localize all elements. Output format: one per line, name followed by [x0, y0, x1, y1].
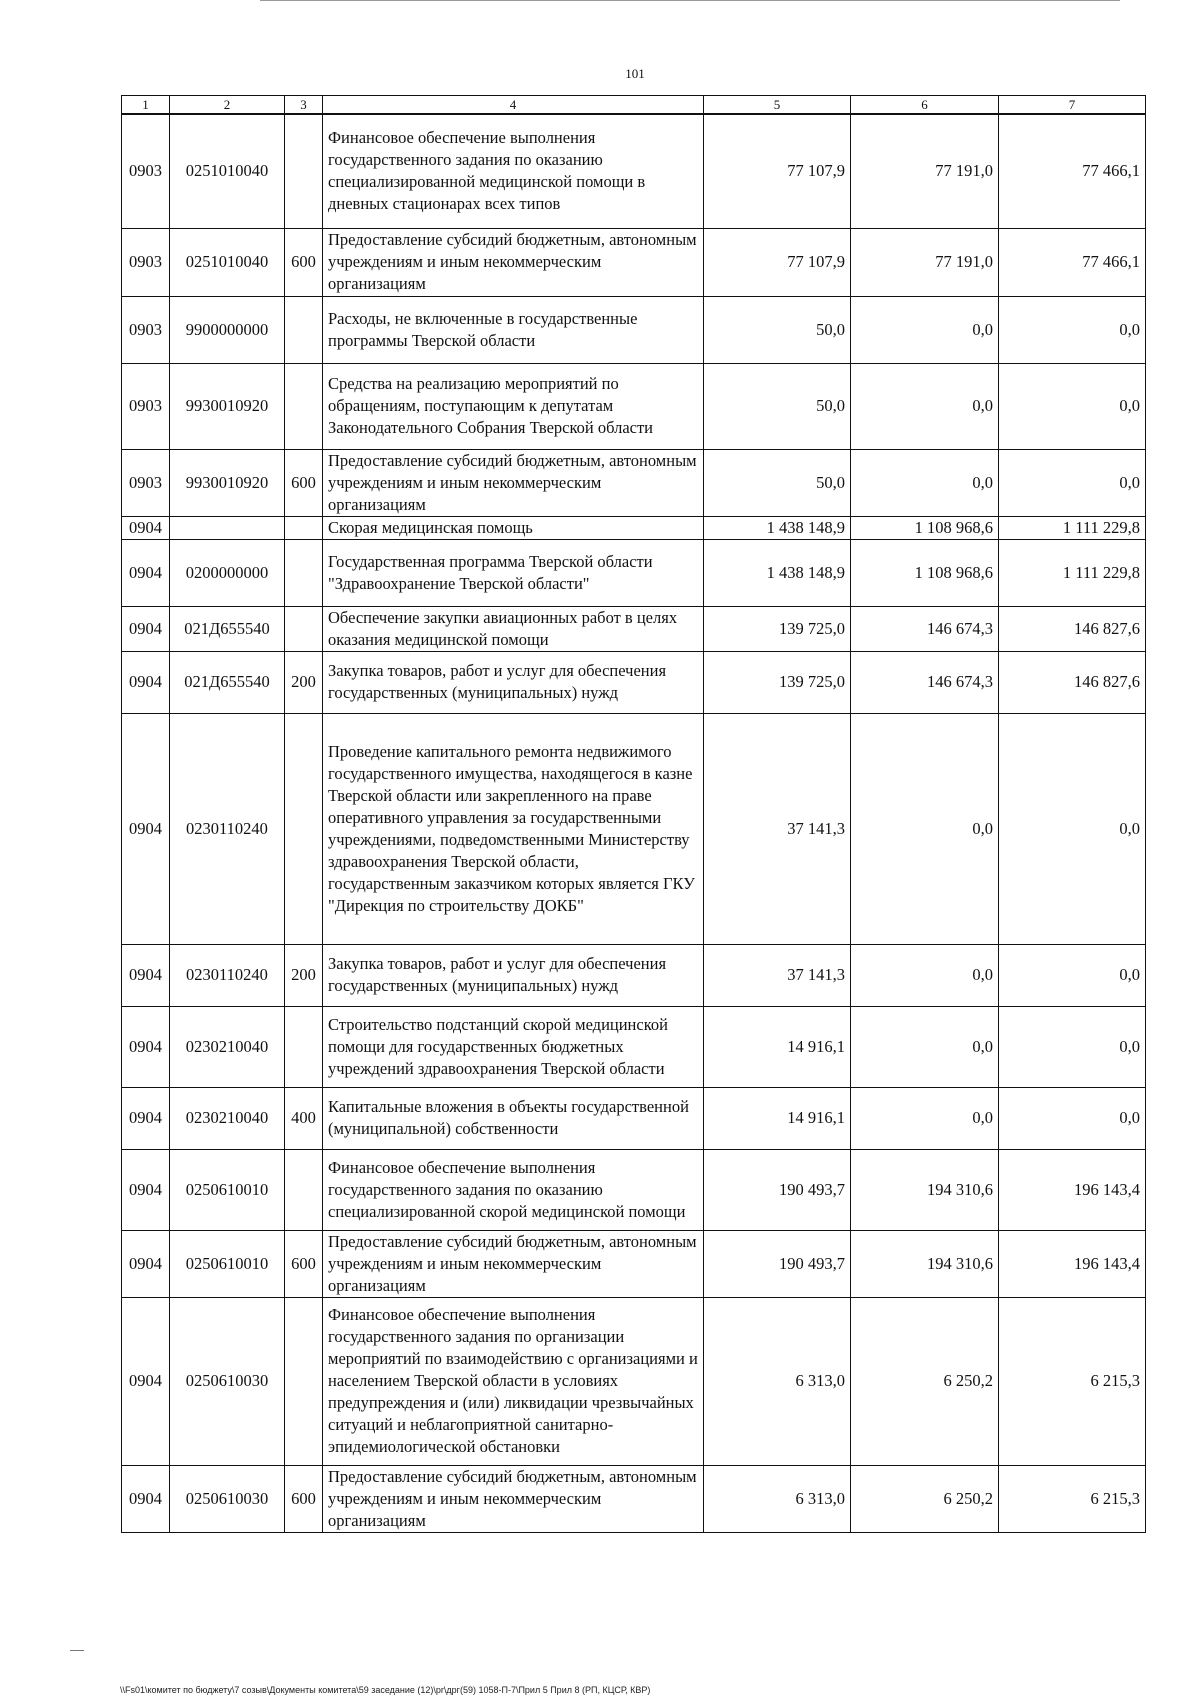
header-row	[122, 96, 1146, 115]
section-code-cell: 0904	[122, 1087, 170, 1149]
amount-col7-cell: 0,0	[999, 944, 1146, 1006]
margin-mark	[70, 1650, 84, 1651]
amount-col5-cell: 1 438 148,9	[704, 539, 851, 606]
amount-col6-cell: 6 250,2	[851, 1297, 999, 1465]
amount-col7-cell: 6 215,3	[999, 1465, 1146, 1532]
header-cell: 1	[122, 96, 170, 115]
header-cell: 7	[999, 96, 1146, 115]
target-article-cell: 0250610030	[170, 1465, 285, 1532]
description-cell: Финансовое обеспечение выполнения государственного задания по оказанию специализированной скорой медицинской помощи	[323, 1149, 704, 1230]
amount-col7-cell: 6 215,3	[999, 1297, 1146, 1465]
table-row	[122, 449, 1146, 516]
amount-col7-cell: 0,0	[999, 449, 1146, 516]
target-article-cell: 9930010920	[170, 449, 285, 516]
amount-col6-cell: 0,0	[851, 449, 999, 516]
table-row	[122, 516, 1146, 539]
expense-type-cell: 400	[285, 1087, 323, 1149]
section-code-cell: 0904	[122, 1006, 170, 1087]
amount-col7-cell: 77 466,1	[999, 228, 1146, 296]
amount-col7-cell: 196 143,4	[999, 1149, 1146, 1230]
amount-col5-cell: 139 725,0	[704, 651, 851, 713]
expense-type-cell	[285, 363, 323, 449]
amount-col6-cell: 146 674,3	[851, 651, 999, 713]
amount-col6-cell: 0,0	[851, 944, 999, 1006]
target-article-cell: 9930010920	[170, 363, 285, 449]
expense-type-cell	[285, 114, 323, 228]
section-code-cell: 0904	[122, 606, 170, 651]
expense-type-cell: 600	[285, 449, 323, 516]
description-cell: Расходы, не включенные в государственные программы Тверской области	[323, 296, 704, 363]
amount-col6-cell: 146 674,3	[851, 606, 999, 651]
amount-col6-cell: 77 191,0	[851, 228, 999, 296]
table-row	[122, 296, 1146, 363]
description-cell: Проведение капитального ремонта недвижимого государственного имущества, находящегося в казне Тверской области или закрепленного на праве оперативного управления за государственными учреждениями, подведомственными Министерству здравоохранения Тверской области, государственным заказчиком которых является ГКУ "Дирекция по строительству ДОКБ"	[323, 713, 704, 944]
expense-type-cell	[285, 1006, 323, 1087]
description-cell: Скорая медицинская помощь	[323, 516, 704, 539]
description-cell: Государственная программа Тверской области "Здравоохранение Тверской области"	[323, 539, 704, 606]
amount-col5-cell: 190 493,7	[704, 1149, 851, 1230]
amount-col6-cell: 0,0	[851, 1087, 999, 1149]
table-row	[122, 363, 1146, 449]
expense-type-cell: 200	[285, 651, 323, 713]
table-row	[122, 539, 1146, 606]
amount-col7-cell: 146 827,6	[999, 606, 1146, 651]
amount-col6-cell: 1 108 968,6	[851, 516, 999, 539]
description-cell: Финансовое обеспечение выполнения государственного задания по оказанию специализированной медицинской помощи в дневных стационарах всех типов	[323, 114, 704, 228]
amount-col6-cell: 1 108 968,6	[851, 539, 999, 606]
expense-type-cell: 200	[285, 944, 323, 1006]
amount-col5-cell: 14 916,1	[704, 1006, 851, 1087]
description-cell: Строительство подстанций скорой медицинской помощи для государственных бюджетных учреждений здравоохранения Тверской области	[323, 1006, 704, 1087]
table-row	[122, 1006, 1146, 1087]
amount-col6-cell: 0,0	[851, 713, 999, 944]
section-code-cell: 0903	[122, 296, 170, 363]
section-code-cell: 0904	[122, 944, 170, 1006]
amount-col7-cell: 77 466,1	[999, 114, 1146, 228]
description-cell: Финансовое обеспечение выполнения государственного задания по организации мероприятий по взаимодействию с организациями и населением Тверской области в условиях предупреждения и (или) ликвидации чрезвычайных ситуаций и неблагоприятной санитарно-эпидемиологической обстановки	[323, 1297, 704, 1465]
amount-col7-cell: 0,0	[999, 296, 1146, 363]
description-cell: Закупка товаров, работ и услуг для обеспечения государственных (муниципальных) нужд	[323, 944, 704, 1006]
section-code-cell: 0903	[122, 363, 170, 449]
target-article-cell: 0251010040	[170, 228, 285, 296]
section-code-cell: 0904	[122, 1230, 170, 1297]
amount-col7-cell: 1 111 229,8	[999, 516, 1146, 539]
description-cell: Предоставление субсидий бюджетным, автономным учреждениям и иным некоммерческим организациям	[323, 1465, 704, 1532]
top-rule	[260, 0, 1120, 1]
amount-col5-cell: 50,0	[704, 296, 851, 363]
table-row	[122, 713, 1146, 944]
header-cell: 5	[704, 96, 851, 115]
target-article-cell: 9900000000	[170, 296, 285, 363]
section-code-cell: 0903	[122, 449, 170, 516]
amount-col5-cell: 139 725,0	[704, 606, 851, 651]
target-article-cell	[170, 516, 285, 539]
amount-col5-cell: 37 141,3	[704, 944, 851, 1006]
table-row	[122, 1465, 1146, 1532]
table-row	[122, 944, 1146, 1006]
target-article-cell: 0230110240	[170, 713, 285, 944]
amount-col6-cell: 0,0	[851, 363, 999, 449]
expense-type-cell	[285, 713, 323, 944]
target-article-cell: 0250610030	[170, 1297, 285, 1465]
header-cell: 3	[285, 96, 323, 115]
section-code-cell: 0903	[122, 228, 170, 296]
target-article-cell: 0200000000	[170, 539, 285, 606]
amount-col7-cell: 146 827,6	[999, 651, 1146, 713]
header-cell: 4	[323, 96, 704, 115]
expense-type-cell	[285, 296, 323, 363]
section-code-cell: 0904	[122, 1465, 170, 1532]
section-code-cell: 0904	[122, 516, 170, 539]
header-cell: 2	[170, 96, 285, 115]
table-row	[122, 1149, 1146, 1230]
description-cell: Предоставление субсидий бюджетным, автономным учреждениям и иным некоммерческим организациям	[323, 449, 704, 516]
amount-col5-cell: 50,0	[704, 449, 851, 516]
amount-col6-cell: 6 250,2	[851, 1465, 999, 1532]
amount-col7-cell: 0,0	[999, 713, 1146, 944]
amount-col6-cell: 194 310,6	[851, 1149, 999, 1230]
target-article-cell: 0250610010	[170, 1149, 285, 1230]
table-row	[122, 228, 1146, 296]
section-code-cell: 0904	[122, 1297, 170, 1465]
file-path-footer: \\Fs01\комитет по бюджету\7 созыв\Документы комитета\59 заседание (12)\pr\дрг(59) 1058-П-7\Прил 5 Прил 8 (РП, КЦСР, КВР)	[120, 1685, 651, 1695]
expense-type-cell: 600	[285, 1465, 323, 1532]
amount-col5-cell: 6 313,0	[704, 1297, 851, 1465]
description-cell: Капитальные вложения в объекты государственной (муниципальной) собственности	[323, 1087, 704, 1149]
target-article-cell: 0251010040	[170, 114, 285, 228]
description-cell: Закупка товаров, работ и услуг для обеспечения государственных (муниципальных) нужд	[323, 651, 704, 713]
description-cell: Обеспечение закупки авиационных работ в целях оказания медицинской помощи	[323, 606, 704, 651]
target-article-cell: 021Д655540	[170, 651, 285, 713]
section-code-cell: 0904	[122, 1149, 170, 1230]
target-article-cell: 0230210040	[170, 1006, 285, 1087]
amount-col6-cell: 0,0	[851, 1006, 999, 1087]
amount-col5-cell: 37 141,3	[704, 713, 851, 944]
amount-col5-cell: 77 107,9	[704, 228, 851, 296]
table-row	[122, 114, 1146, 228]
section-code-cell: 0904	[122, 651, 170, 713]
amount-col5-cell: 6 313,0	[704, 1465, 851, 1532]
description-cell: Средства на реализацию мероприятий по обращениям, поступающим к депутатам Законодательного Собрания Тверской области	[323, 363, 704, 449]
amount-col7-cell: 0,0	[999, 1006, 1146, 1087]
section-code-cell: 0903	[122, 114, 170, 228]
amount-col6-cell: 77 191,0	[851, 114, 999, 228]
section-code-cell: 0904	[122, 539, 170, 606]
expense-type-cell	[285, 539, 323, 606]
budget-table	[121, 95, 1146, 1533]
amount-col5-cell: 190 493,7	[704, 1230, 851, 1297]
amount-col7-cell: 0,0	[999, 1087, 1146, 1149]
description-cell: Предоставление субсидий бюджетным, автономным учреждениям и иным некоммерческим организациям	[323, 1230, 704, 1297]
page-number: 101	[625, 66, 645, 81]
table-row	[122, 1087, 1146, 1149]
amount-col7-cell: 1 111 229,8	[999, 539, 1146, 606]
amount-col6-cell: 194 310,6	[851, 1230, 999, 1297]
expense-type-cell	[285, 606, 323, 651]
amount-col7-cell: 196 143,4	[999, 1230, 1146, 1297]
section-code-cell: 0904	[122, 713, 170, 944]
header-cell: 6	[851, 96, 999, 115]
expense-type-cell	[285, 1297, 323, 1465]
description-cell: Предоставление субсидий бюджетным, автономным учреждениям и иным некоммерческим организациям	[323, 228, 704, 296]
target-article-cell: 021Д655540	[170, 606, 285, 651]
target-article-cell: 0250610010	[170, 1230, 285, 1297]
amount-col5-cell: 50,0	[704, 363, 851, 449]
table-row	[122, 1230, 1146, 1297]
expense-type-cell: 600	[285, 1230, 323, 1297]
target-article-cell: 0230110240	[170, 944, 285, 1006]
table-row	[122, 651, 1146, 713]
expense-type-cell: 600	[285, 228, 323, 296]
amount-col6-cell: 0,0	[851, 296, 999, 363]
expense-type-cell	[285, 516, 323, 539]
amount-col5-cell: 77 107,9	[704, 114, 851, 228]
amount-col5-cell: 14 916,1	[704, 1087, 851, 1149]
table-row	[122, 606, 1146, 651]
target-article-cell: 0230210040	[170, 1087, 285, 1149]
amount-col7-cell: 0,0	[999, 363, 1146, 449]
expense-type-cell	[285, 1149, 323, 1230]
amount-col5-cell: 1 438 148,9	[704, 516, 851, 539]
table-row	[122, 1297, 1146, 1465]
